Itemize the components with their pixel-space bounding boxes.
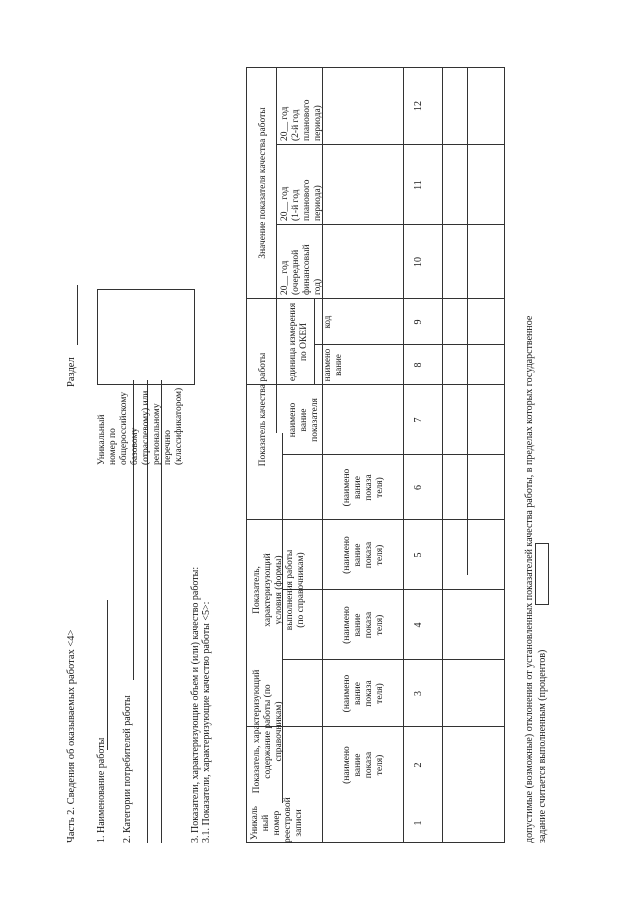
table-line-quality-group — [276, 67, 277, 433]
deviation-text-line-1: допустимые (возможные) отклонения от установленных показателей качества работы, в пределах которых государственное — [524, 315, 535, 843]
table-col-sep-3 — [282, 589, 505, 590]
col-number-4: 4 — [413, 622, 424, 628]
col-group-content: Показатель, характеризующий содержание работы (по справочникам) — [252, 669, 284, 794]
indicators-heading: 3. Показатели, характеризующие объем и (или) качество работы: — [190, 566, 201, 843]
sub-header-okei-name: наимено вание — [322, 348, 343, 382]
sub-header-param-5: (наимено вание показа теля) — [342, 468, 385, 507]
sub-header-year-plan-2: 20__ год (2-й год планового периода) — [280, 99, 323, 141]
part-title: Часть 2. Сведения об оказываемых работах <4> — [66, 629, 77, 843]
col-number-9: 9 — [413, 319, 424, 325]
sub-header-year-next: 20__ год (очередной финансовый год) — [280, 244, 323, 295]
sub-header-param-3: (наимено вание показа теля) — [342, 606, 385, 644]
consumer-label: 2. Категории потребителей работы — [122, 695, 133, 843]
table-line-okei — [314, 299, 315, 385]
col-number-12: 12 — [413, 101, 424, 111]
work-name-line — [107, 600, 108, 750]
table-col-sep-2 — [282, 659, 505, 660]
deviation-text-line-2: задание считается выполненным (процентов) — [537, 649, 548, 843]
section-label: Раздел — [66, 357, 77, 387]
col-number-3: 3 — [413, 691, 424, 696]
sub-header-param-4: (наимено вание показа теля) — [342, 536, 385, 574]
col-group-values: Значение показателя качества работы — [258, 107, 268, 259]
table-col-sep-6 — [246, 384, 505, 385]
col-number-8: 8 — [413, 362, 424, 368]
table-col-sep-10 — [276, 144, 505, 145]
col-number-1: 1 — [413, 820, 424, 826]
col-header-unique-number: Уникаль ный номер реестровой записи — [250, 797, 304, 843]
table-col-sep-9 — [276, 224, 505, 225]
col-number-10: 10 — [413, 257, 424, 267]
work-name-label: 1. Наименование работы — [96, 737, 107, 843]
sub-header-okei-code: код — [322, 315, 332, 329]
section-number-line — [77, 285, 78, 345]
sub-header-quality-name: наимено вание показателя — [288, 398, 320, 442]
col-number-7: 7 — [413, 417, 424, 423]
col-group-quality: Показатель качества работы — [258, 352, 268, 467]
sub-header-param-1: (наимено вание показа теля) — [342, 746, 385, 784]
col-number-11: 11 — [413, 180, 424, 190]
registry-number-box[interactable] — [97, 289, 195, 385]
sub-header-param-2: (наимено вание показа теля) — [342, 674, 385, 713]
sub-header-okei-unit: единица измерения по ОКЕИ — [288, 302, 309, 382]
registry-number-label: Уникальный номер по общероссийскому базовому (отраслевому) или региональному перечню (классификатором) — [97, 387, 184, 465]
col-number-2: 2 — [413, 762, 424, 768]
quality-indicators-heading: 3.1. Показатели, характеризующие качество работы <5>: — [201, 601, 212, 843]
col-number-6: 6 — [413, 485, 424, 490]
table-col-sep-8 — [246, 298, 505, 299]
col-group-conditions: Показатель, характеризующий условия (формы) выполнения работы (по справочникам) — [252, 549, 306, 631]
deviation-percent-box[interactable] — [535, 543, 549, 605]
col-number-5: 5 — [413, 552, 424, 558]
sub-header-year-plan-1: 20__ год (1-й год планового периода) — [280, 179, 323, 221]
